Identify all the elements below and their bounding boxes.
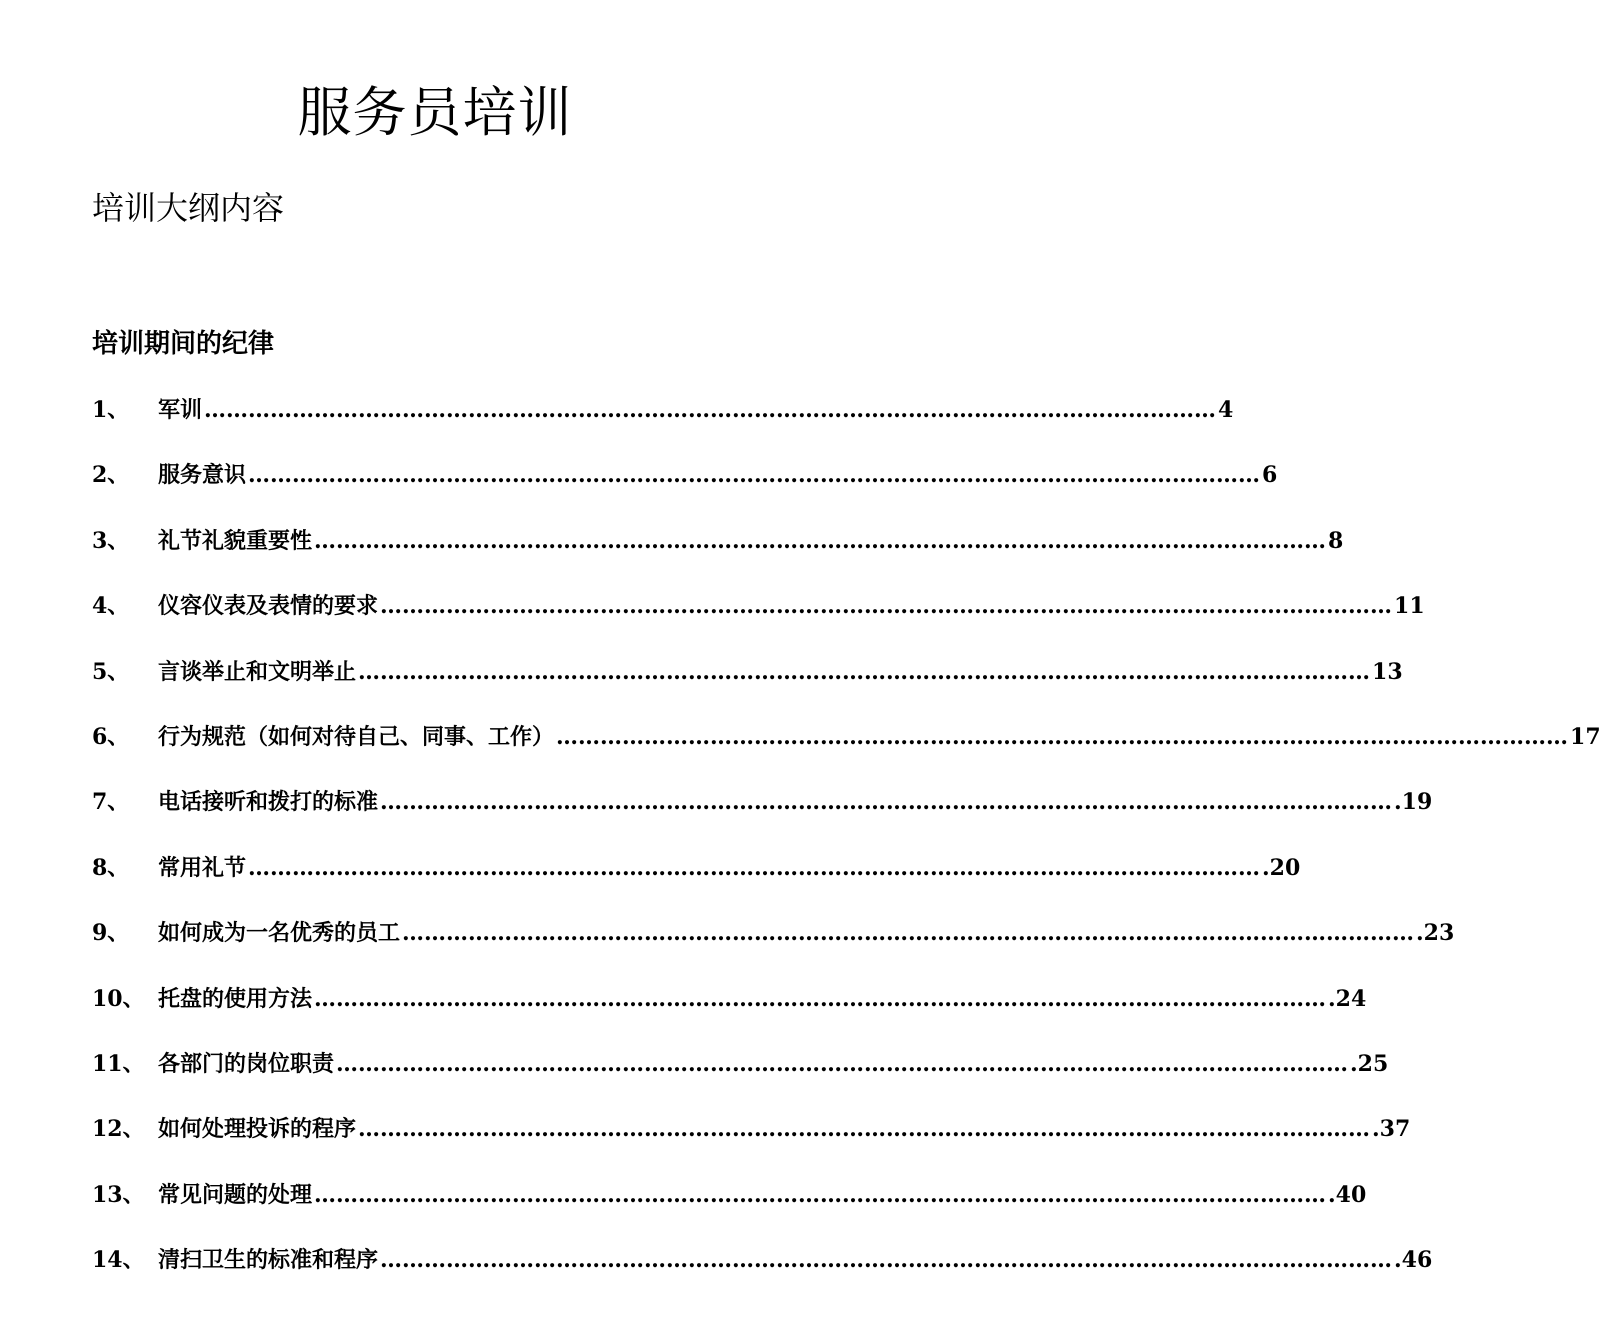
- toc-entry-page: .24: [1328, 985, 1367, 1012]
- toc-dot-leader: [204, 392, 1216, 428]
- toc-dot-leader: [380, 784, 1392, 820]
- toc-entry-page: .23: [1416, 920, 1455, 947]
- toc-entry: [92, 457, 1278, 522]
- toc-dot-leader: [314, 523, 1326, 559]
- toc-entry-number: 1、: [92, 397, 130, 423]
- toc-entry: [92, 784, 1433, 849]
- toc-entry-page: 4: [1218, 397, 1234, 423]
- toc-entry-number: 12、: [92, 1116, 145, 1143]
- toc-entry-page: .37: [1372, 1116, 1411, 1143]
- toc-entry-number: 14、: [92, 1247, 145, 1274]
- toc-entry: [92, 915, 1455, 980]
- toc-entry: [92, 654, 1403, 719]
- toc-dot-leader: [336, 1046, 1348, 1082]
- toc-entry-title: 服务意识: [158, 462, 247, 489]
- toc-entry-number: 6、: [92, 723, 130, 750]
- toc-dot-leader: [358, 654, 1370, 690]
- toc-entry-number: 3、: [92, 527, 130, 554]
- toc-entry-number: 5、: [92, 658, 130, 685]
- toc-entry-number: 4、: [92, 593, 130, 620]
- toc-entry-number: 7、: [92, 789, 130, 816]
- toc-entry-page: 11: [1394, 593, 1425, 620]
- toc-entry: [92, 1111, 1411, 1176]
- toc-entry-page: .19: [1394, 789, 1433, 816]
- toc-entry-page: .20: [1262, 854, 1301, 881]
- toc-dot-leader: [314, 1177, 1326, 1213]
- toc-dot-leader: [380, 1242, 1392, 1278]
- toc-entry-page: .46: [1394, 1247, 1433, 1274]
- toc-entry-title: 军训: [158, 397, 203, 423]
- toc-entry: [92, 1242, 1433, 1307]
- toc-entry-page: .40: [1328, 1181, 1367, 1208]
- toc-dot-leader: [248, 457, 1260, 493]
- toc-entry-title: 如何处理投诉的程序: [158, 1116, 357, 1143]
- toc-entry: [92, 981, 1367, 1046]
- toc-entry-title: 行为规范（如何对待自己、同事、工作）: [158, 723, 555, 750]
- toc-dot-leader: [380, 588, 1392, 624]
- toc-entry: [92, 588, 1425, 653]
- toc-entry: [92, 392, 1234, 457]
- toc-entry: [92, 1046, 1389, 1111]
- toc-entry-title: 如何成为一名优秀的员工: [158, 920, 401, 947]
- toc-entry-page: .25: [1350, 1050, 1389, 1077]
- toc-dot-leader: [248, 850, 1260, 886]
- table-of-contents: [92, 392, 1601, 1307]
- toc-entry-title: 仪容仪表及表情的要求: [158, 593, 379, 620]
- toc-entry-title: 电话接听和拨打的标准: [158, 789, 379, 816]
- toc-entry: [92, 719, 1601, 784]
- toc-entry-number: 10、: [92, 985, 145, 1012]
- toc-entry: [92, 1177, 1367, 1242]
- toc-entry: [92, 523, 1344, 588]
- toc-entry-title: 清扫卫生的标准和程序: [158, 1247, 379, 1274]
- toc-entry-title: 各部门的岗位职责: [158, 1050, 335, 1077]
- document-title: 服务员培训: [297, 81, 573, 144]
- toc-entry-title: 言谈举止和文明举止: [158, 658, 357, 685]
- toc-entry-page: 17: [1570, 723, 1601, 750]
- toc-dot-leader: [314, 981, 1326, 1017]
- section-heading: 培训期间的纪律: [92, 329, 275, 359]
- toc-entry-page: 6: [1262, 462, 1278, 489]
- toc-entry-title: 礼节礼貌重要性: [158, 527, 313, 554]
- toc-entry-number: 13、: [92, 1181, 145, 1208]
- toc-entry: [92, 850, 1301, 915]
- document-subtitle: 培训大纲内容: [92, 189, 285, 227]
- toc-dot-leader: [402, 915, 1414, 951]
- toc-entry-title: 托盘的使用方法: [158, 985, 313, 1012]
- toc-entry-number: 11、: [92, 1050, 145, 1077]
- toc-dot-leader: [358, 1111, 1370, 1147]
- toc-entry-number: 9、: [92, 920, 130, 947]
- toc-entry-title: 常见问题的处理: [158, 1181, 313, 1208]
- toc-entry-page: 8: [1328, 527, 1344, 554]
- toc-dot-leader: [556, 719, 1568, 755]
- toc-entry-number: 8、: [92, 854, 130, 881]
- toc-entry-number: 2、: [92, 462, 130, 489]
- toc-entry-title: 常用礼节: [158, 854, 247, 881]
- toc-entry-page: 13: [1372, 658, 1403, 685]
